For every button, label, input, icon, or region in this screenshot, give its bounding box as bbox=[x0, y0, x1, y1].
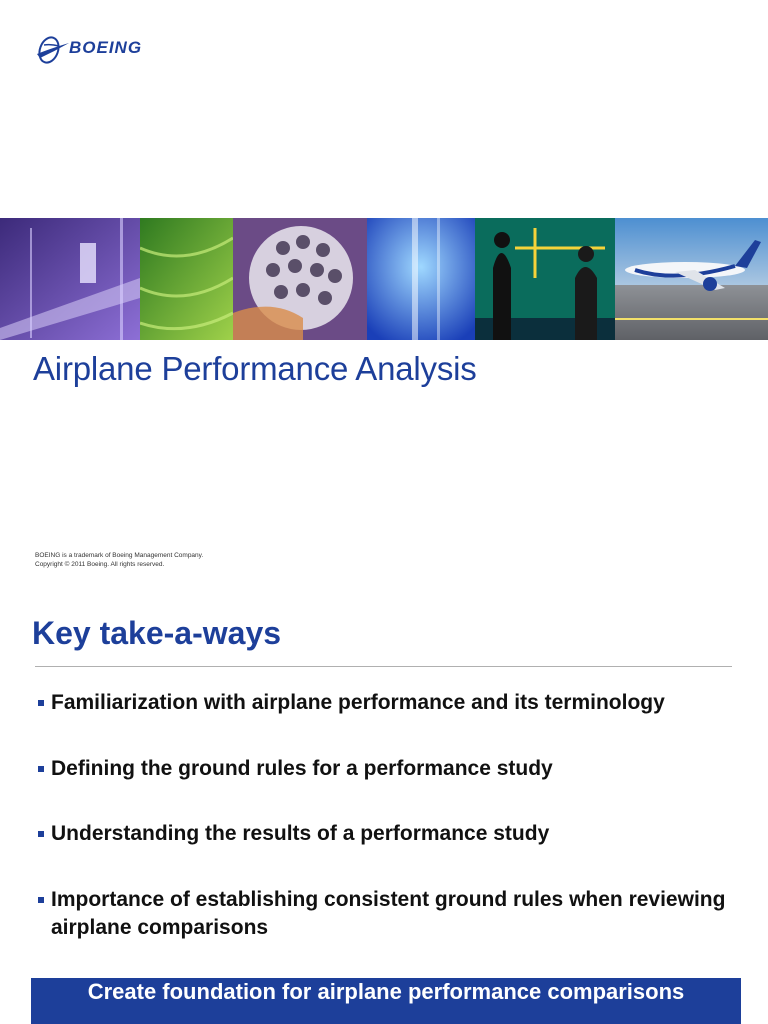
bullet-square-icon bbox=[38, 831, 44, 837]
trademark-line: BOEING is a trademark of Boeing Management Company. bbox=[35, 552, 204, 559]
slide-heading: Key take-a-ways bbox=[32, 615, 282, 651]
list-item bbox=[36, 820, 549, 848]
bullet-text: Familiarization with airplane performance and its terminology bbox=[51, 691, 665, 714]
heading-divider bbox=[35, 666, 732, 667]
list-item bbox=[36, 886, 751, 942]
copyright-line: Copyright © 2011 Boeing. All rights reserved. bbox=[35, 561, 165, 568]
key-takeaways-slide bbox=[0, 585, 768, 1024]
bullet-text: Understanding the results of a performance study bbox=[51, 822, 550, 845]
footer-banner bbox=[31, 978, 741, 1024]
list-item bbox=[36, 755, 553, 783]
bullet-text: Importance of establishing consistent ground rules when reviewing airplane comparisons bbox=[51, 888, 726, 939]
engine-nozzle-image bbox=[233, 218, 367, 340]
composite-material-image bbox=[140, 218, 233, 340]
slide-title: Airplane Performance Analysis bbox=[33, 350, 477, 387]
boeing-logo-icon bbox=[35, 32, 71, 68]
boeing-logo bbox=[35, 32, 142, 68]
image-banner bbox=[0, 218, 768, 340]
bullet-text: Defining the ground rules for a performance study bbox=[51, 757, 553, 780]
legal-notice bbox=[35, 551, 203, 569]
list-item bbox=[36, 689, 665, 717]
footer-text: Create foundation for airplane performance comparisons bbox=[87, 979, 685, 1004]
airplane-on-tarmac-image bbox=[615, 218, 768, 340]
boeing-logo-text: BOEING bbox=[69, 38, 143, 57]
bullet-square-icon bbox=[38, 766, 44, 772]
bullet-square-icon bbox=[38, 897, 44, 903]
engineering-hologram-image bbox=[0, 218, 140, 340]
bullet-square-icon bbox=[38, 700, 44, 706]
blue-light-image bbox=[367, 218, 475, 340]
control-room-image bbox=[475, 218, 615, 340]
